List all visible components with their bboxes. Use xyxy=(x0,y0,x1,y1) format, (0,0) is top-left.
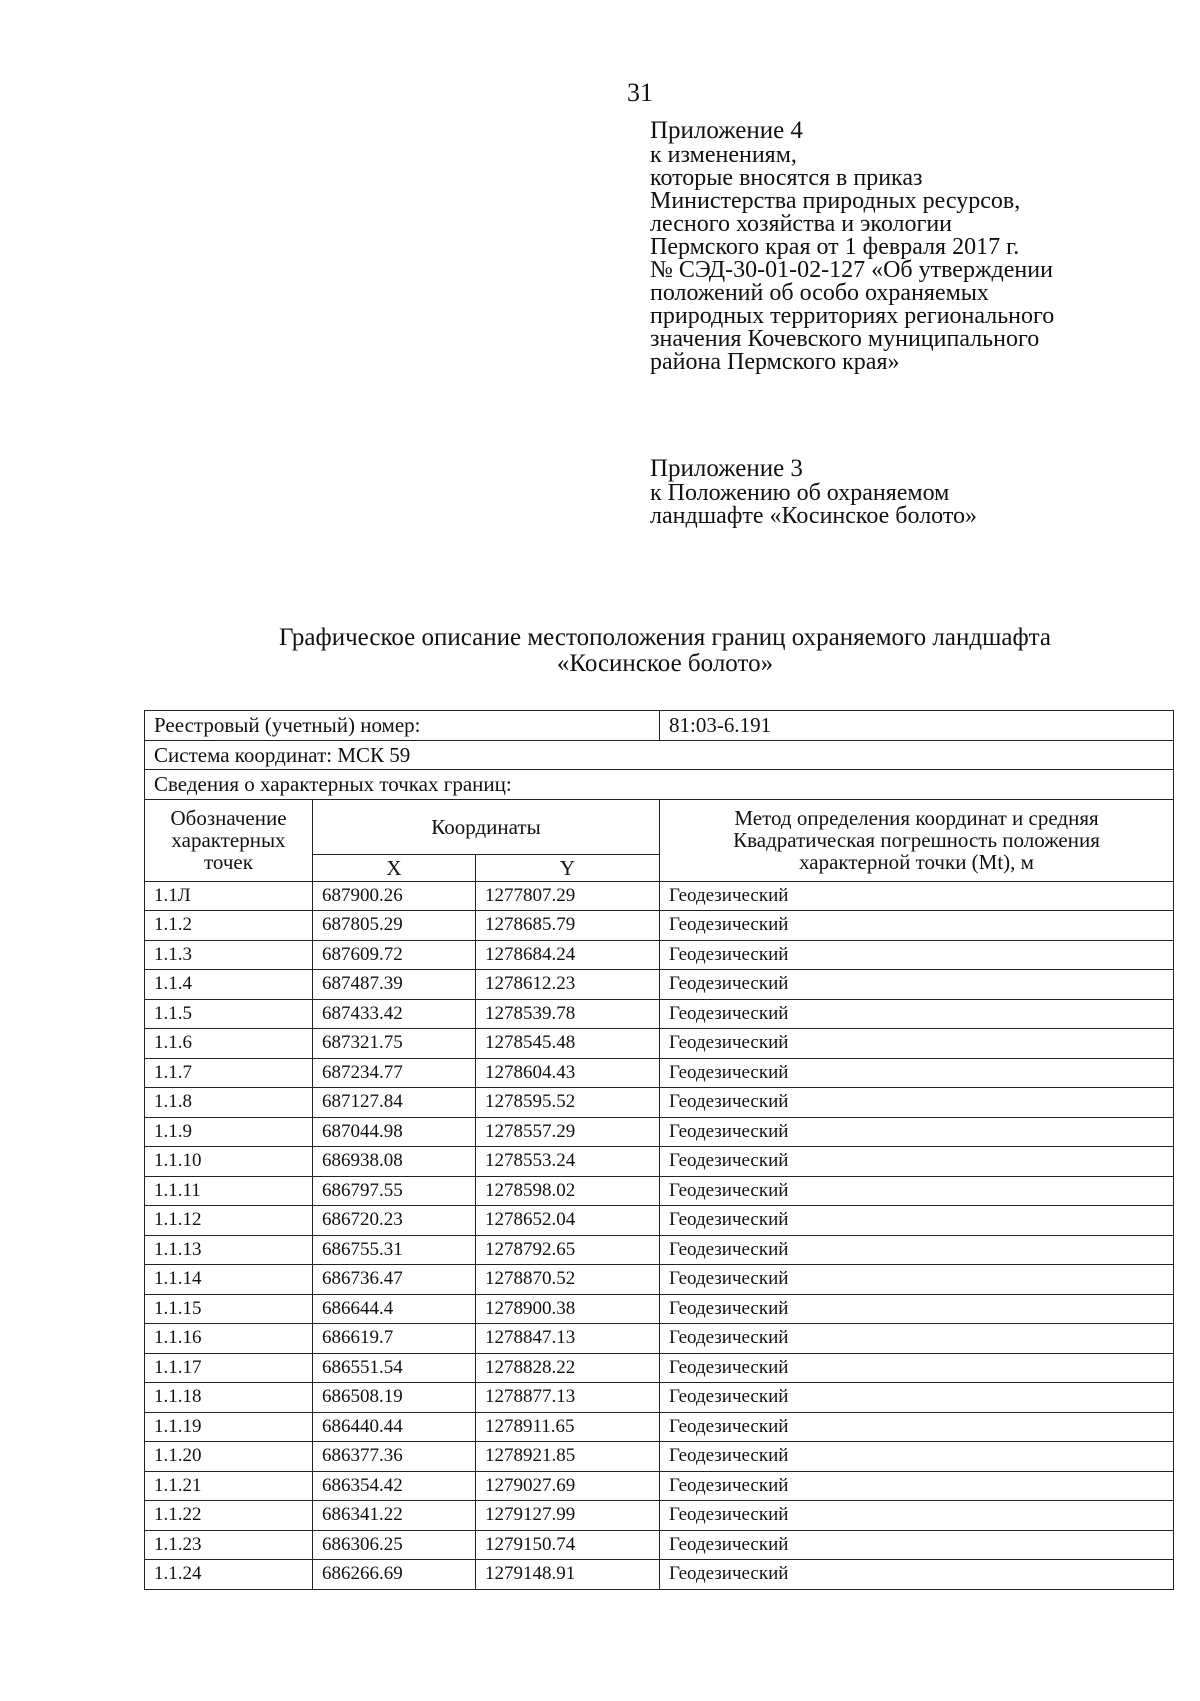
method-cell: Геодезический xyxy=(660,1058,1174,1088)
method-cell: Геодезический xyxy=(660,1294,1174,1324)
x-coordinate-cell: 686440.44 xyxy=(313,1412,476,1442)
header-x: X xyxy=(313,854,476,881)
point-id-cell: 1.1.4 xyxy=(145,970,313,1000)
method-cell: Геодезический xyxy=(660,1029,1174,1059)
x-coordinate-cell: 686508.19 xyxy=(313,1383,476,1413)
x-coordinate-cell: 686377.36 xyxy=(313,1442,476,1472)
header-method-line: характерной точки (Mt), м xyxy=(799,850,1034,874)
table-row xyxy=(145,1235,1174,1265)
y-coordinate-cell: 1278847.13 xyxy=(476,1324,660,1354)
x-coordinate-cell: 686644.4 xyxy=(313,1294,476,1324)
table-row xyxy=(145,1324,1174,1354)
point-id-cell: 1.1.12 xyxy=(145,1206,313,1236)
y-coordinate-cell: 1278684.24 xyxy=(476,940,660,970)
y-coordinate-cell: 1278685.79 xyxy=(476,911,660,941)
y-coordinate-cell: 1278652.04 xyxy=(476,1206,660,1236)
header-y: Y xyxy=(476,854,660,881)
y-coordinate-cell: 1278595.52 xyxy=(476,1088,660,1118)
method-cell: Геодезический xyxy=(660,970,1174,1000)
table-row xyxy=(145,1029,1174,1059)
point-id-cell: 1.1.16 xyxy=(145,1324,313,1354)
point-id-cell: 1.1.3 xyxy=(145,940,313,970)
y-coordinate-cell: 1278604.43 xyxy=(476,1058,660,1088)
x-coordinate-cell: 687900.26 xyxy=(313,881,476,911)
y-coordinate-cell: 1279148.91 xyxy=(476,1560,660,1590)
annex-3-heading xyxy=(650,456,1190,528)
y-coordinate-cell: 1278921.85 xyxy=(476,1442,660,1472)
x-coordinate-cell: 687609.72 xyxy=(313,940,476,970)
table-row xyxy=(145,1353,1174,1383)
x-coordinate-cell: 686619.7 xyxy=(313,1324,476,1354)
y-coordinate-cell: 1278911.65 xyxy=(476,1412,660,1442)
y-coordinate-cell: 1278877.13 xyxy=(476,1383,660,1413)
annex-4-line: № СЭД-30-01-02-127 «Об утверждении xyxy=(650,257,1053,283)
method-cell: Геодезический xyxy=(660,1206,1174,1236)
table-row xyxy=(145,1176,1174,1206)
annex-4-line: лесного хозяйства и экологии xyxy=(650,211,953,237)
point-id-cell: 1.1.9 xyxy=(145,1117,313,1147)
point-id-cell: 1.1.13 xyxy=(145,1235,313,1265)
y-coordinate-cell: 1279127.99 xyxy=(476,1501,660,1531)
x-coordinate-cell: 686755.31 xyxy=(313,1235,476,1265)
header-method-line: Метод определения координат и средняя xyxy=(734,806,1099,830)
table-row xyxy=(145,1501,1174,1531)
y-coordinate-cell: 1278612.23 xyxy=(476,970,660,1000)
table-row xyxy=(145,1206,1174,1236)
x-coordinate-cell: 687044.98 xyxy=(313,1117,476,1147)
page-number: 31 xyxy=(627,78,653,107)
method-cell: Геодезический xyxy=(660,1530,1174,1560)
boundary-points-table xyxy=(144,710,1174,1590)
x-coordinate-cell: 687487.39 xyxy=(313,970,476,1000)
table-row xyxy=(145,1442,1174,1472)
document-title xyxy=(140,625,1190,677)
y-coordinate-cell: 1278557.29 xyxy=(476,1117,660,1147)
table-row xyxy=(145,999,1174,1029)
y-coordinate-cell: 1278598.02 xyxy=(476,1176,660,1206)
method-cell: Геодезический xyxy=(660,911,1174,941)
annex-4-line: природных территориях регионального xyxy=(650,303,1055,329)
y-coordinate-cell: 1278828.22 xyxy=(476,1353,660,1383)
method-cell: Геодезический xyxy=(660,1117,1174,1147)
point-id-cell: 1.1.21 xyxy=(145,1471,313,1501)
x-coordinate-cell: 686306.25 xyxy=(313,1530,476,1560)
annex-3-line: Приложение 3 xyxy=(650,455,803,482)
method-cell: Геодезический xyxy=(660,1560,1174,1590)
method-cell: Геодезический xyxy=(660,1324,1174,1354)
header-point-line: точек xyxy=(204,850,253,874)
method-cell: Геодезический xyxy=(660,1353,1174,1383)
table-row xyxy=(145,1294,1174,1324)
table-row xyxy=(145,1088,1174,1118)
x-coordinate-cell: 687805.29 xyxy=(313,911,476,941)
method-cell: Геодезический xyxy=(660,999,1174,1029)
annex-4-line: Министерства природных ресурсов, xyxy=(650,188,1021,214)
point-id-cell: 1.1.24 xyxy=(145,1560,313,1590)
header-point-line: Обозначение xyxy=(170,806,287,830)
point-id-cell: 1.1.15 xyxy=(145,1294,313,1324)
point-id-cell: 1.1.10 xyxy=(145,1147,313,1177)
annex-4-line: положений об особо охраняемых xyxy=(650,280,989,306)
table-row xyxy=(145,1117,1174,1147)
y-coordinate-cell: 1278870.52 xyxy=(476,1265,660,1295)
header-method xyxy=(660,799,1174,881)
x-coordinate-cell: 686551.54 xyxy=(313,1353,476,1383)
y-coordinate-cell: 1278553.24 xyxy=(476,1147,660,1177)
method-cell: Геодезический xyxy=(660,1383,1174,1413)
y-coordinate-cell: 1278900.38 xyxy=(476,1294,660,1324)
method-cell: Геодезический xyxy=(660,1235,1174,1265)
header-point-line: характерных xyxy=(171,828,286,852)
table-row xyxy=(145,1412,1174,1442)
method-cell: Геодезический xyxy=(660,1412,1174,1442)
point-id-cell: 1.1.7 xyxy=(145,1058,313,1088)
table-row xyxy=(145,911,1174,941)
method-cell: Геодезический xyxy=(660,1176,1174,1206)
x-coordinate-cell: 686341.22 xyxy=(313,1501,476,1531)
point-id-cell: 1.1Л xyxy=(145,881,313,911)
annex-4-line: Пермского края от 1 февраля 2017 г. xyxy=(650,234,1020,260)
x-coordinate-cell: 687321.75 xyxy=(313,1029,476,1059)
annex-4-line: района Пермского края» xyxy=(650,349,900,375)
point-id-cell: 1.1.19 xyxy=(145,1412,313,1442)
y-coordinate-cell: 1279150.74 xyxy=(476,1530,660,1560)
table-row xyxy=(145,1560,1174,1590)
header-coordinates: Координаты xyxy=(313,799,660,854)
table-row xyxy=(145,970,1174,1000)
document-title-line: «Косинское болото» xyxy=(556,650,774,677)
table-row xyxy=(145,1265,1174,1295)
table-row xyxy=(145,1147,1174,1177)
x-coordinate-cell: 686266.69 xyxy=(313,1560,476,1590)
method-cell: Геодезический xyxy=(660,940,1174,970)
coordinate-system: Система координат: МСК 59 xyxy=(145,740,1174,770)
registry-number-label: Реестровый (учетный) номер: xyxy=(145,711,660,741)
point-id-cell: 1.1.11 xyxy=(145,1176,313,1206)
table-row xyxy=(145,881,1174,911)
x-coordinate-cell: 686720.23 xyxy=(313,1206,476,1236)
annex-4-heading xyxy=(650,118,1190,374)
method-cell: Геодезический xyxy=(660,1265,1174,1295)
point-id-cell: 1.1.18 xyxy=(145,1383,313,1413)
header-point-designation xyxy=(145,799,313,881)
table-row xyxy=(145,1383,1174,1413)
document-title-line: Графическое описание местоположения границ охраняемого ландшафта xyxy=(279,624,1051,651)
x-coordinate-cell: 686797.55 xyxy=(313,1176,476,1206)
point-id-cell: 1.1.23 xyxy=(145,1530,313,1560)
annex-3-line: ландшафте «Косинское болото» xyxy=(650,503,978,529)
x-coordinate-cell: 686938.08 xyxy=(313,1147,476,1177)
y-coordinate-cell: 1278545.48 xyxy=(476,1029,660,1059)
method-cell: Геодезический xyxy=(660,1088,1174,1118)
annex-4-line: которые вносятся в приказ xyxy=(650,165,923,191)
method-cell: Геодезический xyxy=(660,881,1174,911)
method-cell: Геодезический xyxy=(660,1442,1174,1472)
table-row xyxy=(145,940,1174,970)
point-id-cell: 1.1.20 xyxy=(145,1442,313,1472)
y-coordinate-cell: 1278792.65 xyxy=(476,1235,660,1265)
annex-3-line: к Положению об охраняемом xyxy=(650,480,950,506)
point-id-cell: 1.1.14 xyxy=(145,1265,313,1295)
point-id-cell: 1.1.5 xyxy=(145,999,313,1029)
annex-4-line: значения Кочевского муниципального xyxy=(650,326,1040,352)
point-id-cell: 1.1.6 xyxy=(145,1029,313,1059)
method-cell: Геодезический xyxy=(660,1501,1174,1531)
y-coordinate-cell: 1279027.69 xyxy=(476,1471,660,1501)
x-coordinate-cell: 686736.47 xyxy=(313,1265,476,1295)
points-info-label: Сведения о характерных точках границ: xyxy=(145,770,1174,800)
method-cell: Геодезический xyxy=(660,1471,1174,1501)
table-row xyxy=(145,1471,1174,1501)
table-row xyxy=(145,1058,1174,1088)
y-coordinate-cell: 1277807.29 xyxy=(476,881,660,911)
x-coordinate-cell: 687433.42 xyxy=(313,999,476,1029)
y-coordinate-cell: 1278539.78 xyxy=(476,999,660,1029)
annex-4-line: к изменениям, xyxy=(650,142,797,168)
annex-4-line: Приложение 4 xyxy=(650,117,803,144)
registry-number-value: 81:03-6.191 xyxy=(660,711,1174,741)
point-id-cell: 1.1.2 xyxy=(145,911,313,941)
x-coordinate-cell: 686354.42 xyxy=(313,1471,476,1501)
table-row xyxy=(145,1530,1174,1560)
point-id-cell: 1.1.8 xyxy=(145,1088,313,1118)
x-coordinate-cell: 687234.77 xyxy=(313,1058,476,1088)
method-cell: Геодезический xyxy=(660,1147,1174,1177)
x-coordinate-cell: 687127.84 xyxy=(313,1088,476,1118)
header-method-line: Квадратическая погрешность положения xyxy=(733,828,1100,852)
point-id-cell: 1.1.22 xyxy=(145,1501,313,1531)
point-id-cell: 1.1.17 xyxy=(145,1353,313,1383)
